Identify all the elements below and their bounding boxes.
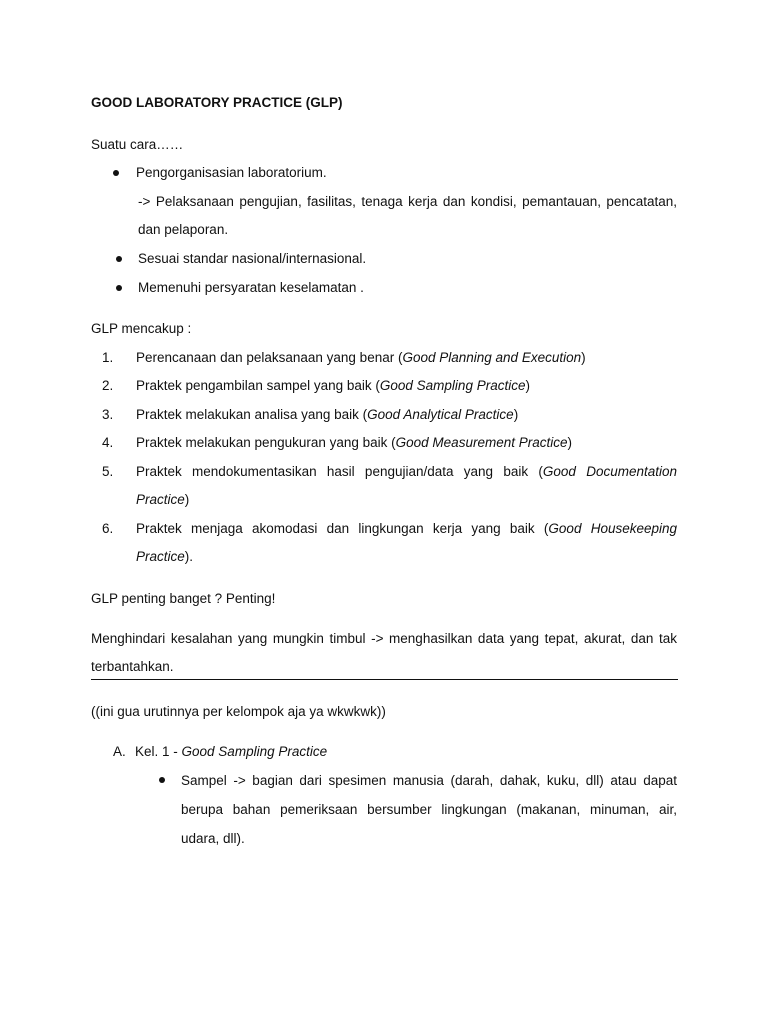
section-a-bullet-line-1: Sampel -> bagian dari spesimen manusia (darah, dahak, kuku, dll) atau dapat [181, 773, 677, 788]
list-item-2: Praktek pengambilan sampel yang baik (Good Sampling Practice) [136, 378, 530, 393]
scope-heading: GLP mencakup : [91, 321, 192, 336]
list-number: 2. [102, 378, 114, 393]
intro-sub-line-2: dan pelaporan. [138, 222, 229, 237]
importance-line-1: Menghindari kesalahan yang mungkin timbul -> menghasilkan data yang tepat, akurat, dan tak [91, 631, 677, 646]
document-title: GOOD LABORATORY PRACTICE (GLP) [91, 95, 343, 110]
list-item-6: Praktek menjaga akomodasi dan lingkungan kerja yang baik (Good Housekeeping [136, 521, 678, 536]
list-item-4: Praktek melakukan pengukuran yang baik (Good Measurement Practice) [136, 435, 572, 450]
list-item-5-continued: Practice) [136, 492, 190, 507]
list-number: 1. [102, 350, 114, 365]
bullet-icon [116, 285, 122, 291]
horizontal-rule [91, 679, 678, 680]
section-a-bullet-line-2: berupa bahan pemeriksaan bersumber lingkungan (makanan, minuman, air, [181, 802, 677, 817]
intro-sub-line-1: -> Pelaksanaan pengujian, fasilitas, tenaga kerja dan kondisi, pemantauan, pencatatan, [138, 194, 677, 209]
note-text: ((ini gua urutinnya per kelompok aja ya wkwkwk)) [91, 704, 386, 719]
list-item-1: Perencanaan dan pelaksanaan yang benar (Good Planning and Execution) [136, 350, 586, 365]
intro-bullet-3: Memenuhi persyaratan keselamatan . [138, 280, 364, 295]
section-a-bullet-line-3: udara, dll). [181, 831, 245, 846]
importance-question: GLP penting banget ? Penting! [91, 591, 276, 606]
list-item-6-continued: Practice). [136, 549, 194, 564]
list-number: 3. [102, 407, 114, 422]
bullet-icon [113, 170, 119, 176]
intro-bullet-2: Sesuai standar nasional/internasional. [138, 251, 367, 266]
section-marker: A. [113, 744, 126, 759]
intro-lead: Suatu cara…… [91, 137, 184, 152]
bullet-icon [159, 777, 165, 783]
list-number: 6. [102, 521, 114, 536]
list-item-5: Praktek mendokumentasikan hasil pengujian/data yang baik (Good Documentation [136, 464, 677, 479]
list-item-3: Praktek melakukan analisa yang baik (Good Analytical Practice) [136, 407, 519, 422]
list-number: 4. [102, 435, 114, 450]
intro-bullet-1: Pengorganisasian laboratorium. [136, 165, 327, 180]
bullet-icon [116, 256, 122, 262]
importance-line-2: terbantahkan. [91, 659, 174, 674]
list-number: 5. [102, 464, 114, 479]
section-a-heading: Kel. 1 - Good Sampling Practice [135, 744, 328, 759]
